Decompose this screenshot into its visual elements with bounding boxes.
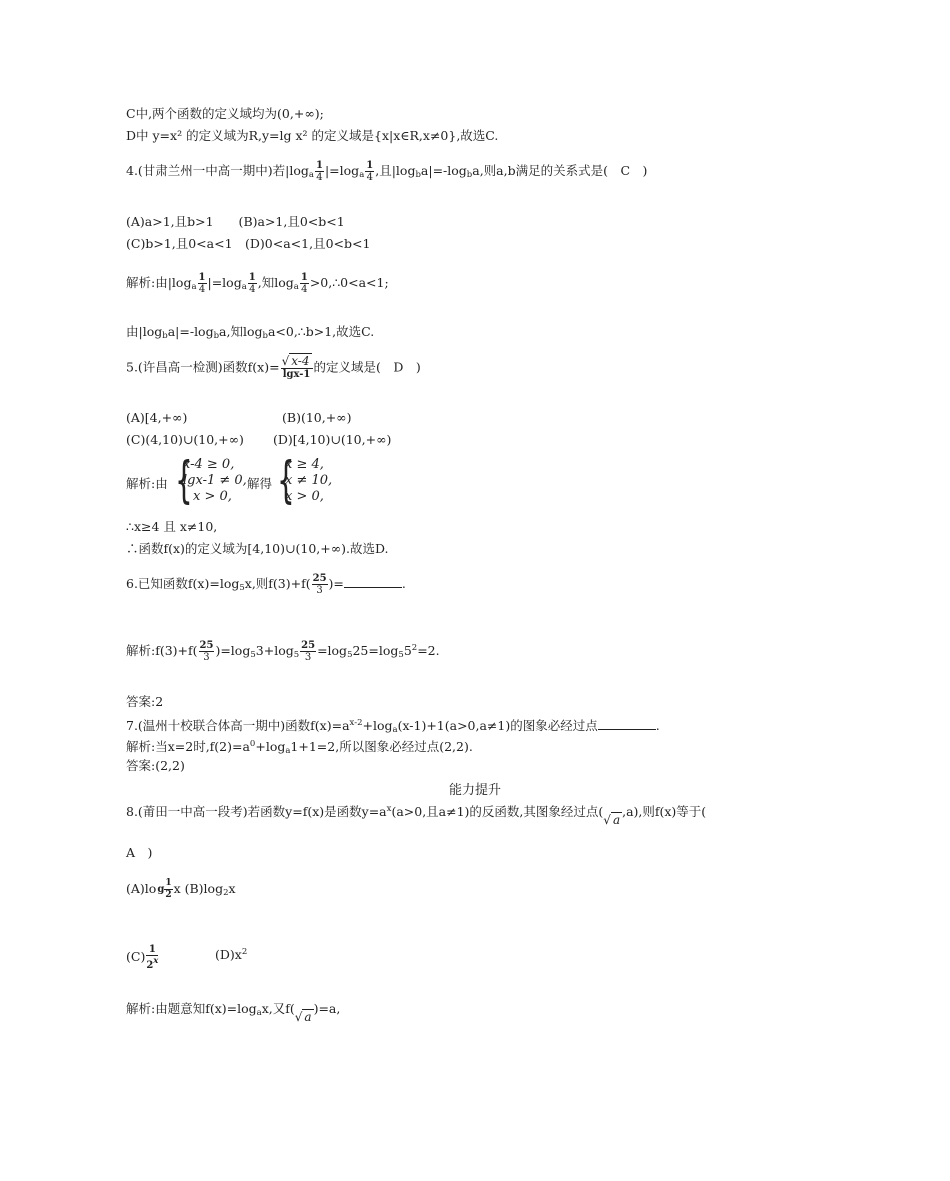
q6-text: 6.已知函数f(x)=log	[126, 576, 240, 591]
q4-sol-text: a,知log	[219, 324, 263, 339]
frac-num: 1	[300, 272, 308, 283]
brace-icon: {	[277, 451, 295, 509]
sqrt: √ a	[603, 813, 621, 827]
q8-sub: 2	[223, 888, 229, 898]
q4-sol-text: 解析:由|log	[126, 275, 192, 290]
frac-num: 1	[366, 160, 374, 171]
question-6	[126, 573, 406, 596]
q6-sol-text: 解析:f(3)+f(	[126, 643, 198, 658]
q8-text: (a>0,且a≠1)的反函数,其图象经过点(	[391, 804, 604, 819]
frac-num: 1	[198, 272, 206, 283]
text-line: ∴函数f(x)的定义域为[4,10)∪(10,+∞).故选D.	[126, 541, 389, 556]
fraction	[312, 573, 328, 596]
q4-sol-text: a|=-log	[167, 324, 214, 339]
q6-sup: 2	[411, 643, 418, 653]
q4-sol-text: >0,∴0<a<1;	[309, 275, 389, 290]
q4-solution-2	[126, 324, 374, 344]
q4-sub: b	[262, 331, 268, 341]
q4-sub: a	[241, 282, 247, 292]
q4-text: 4.(甘肃兰州一中高一期中)若|log	[126, 163, 309, 178]
q8-option-ab	[126, 878, 236, 901]
q8-solution	[126, 1001, 340, 1025]
q4-sub: b	[162, 331, 168, 341]
q4-sub: b	[466, 170, 473, 180]
system-1	[183, 457, 247, 505]
q8-sup: x	[386, 804, 392, 814]
q5-option-b: (B)(10,+∞)	[282, 410, 352, 425]
fraction	[281, 356, 313, 380]
fraction	[199, 640, 215, 663]
q8-opt-text: (D)x	[215, 947, 242, 962]
q6-solution	[126, 640, 440, 663]
q4-sub: a	[359, 170, 365, 180]
q4-sub: b	[213, 331, 220, 341]
q5-option-c: (C)(4,10)∪(10,+∞)	[126, 432, 244, 447]
q7-sol-text: 解析:当x=2时,f(2)=a	[126, 739, 250, 754]
q4-sub: a	[308, 170, 314, 180]
fraction	[300, 272, 309, 295]
question-7	[126, 715, 660, 738]
fraction	[315, 160, 324, 183]
q5-text: 的定义域是( D )	[313, 359, 421, 375]
q5-option-a: (A)[4,+∞)	[126, 410, 188, 425]
q4-text: a|=-log	[420, 163, 467, 178]
q8-sol-text: )=a,	[313, 1001, 341, 1016]
q6-sol-text: 25=log	[352, 643, 399, 658]
frac-den: 4	[301, 284, 308, 295]
text-line: D中 y=x² 的定义域为R,y=lg x² 的定义域是{x|x∈R,x≠0},故选C.	[126, 128, 499, 143]
q7-sub: a	[285, 746, 291, 756]
q5-sol-label: 解析:由	[126, 476, 168, 491]
q6-sub: 5	[239, 583, 245, 593]
q4-sub: a	[293, 282, 299, 292]
frac-num: 25	[199, 640, 214, 651]
system-2-row: x ≥ 4,	[285, 457, 324, 472]
q8-text: 8.(莆田一中高一段考)若函数y=f(x)是函数y=a	[126, 804, 387, 819]
section-heading: 能力提升	[448, 783, 501, 798]
fraction	[146, 944, 158, 971]
q6-sol-text: 3+log	[255, 643, 294, 658]
q5-text: 5.(许昌高一检测)函数f(x)=	[126, 359, 280, 375]
frac-den-sup: x	[153, 956, 159, 966]
q8-option-c	[126, 944, 159, 971]
q6-text: x,则f(3)+f(	[244, 576, 311, 591]
q5-sol-label-2: 解得	[247, 476, 273, 491]
q8-answer: A )	[126, 845, 153, 860]
text-line: C中,两个函数的定义域均为(0,+∞);	[126, 106, 324, 121]
q4-sol-text: 由|log	[126, 324, 163, 339]
frac-den: 4	[366, 172, 373, 183]
answer-blank	[598, 719, 656, 730]
frac-num: 25	[312, 573, 327, 584]
system-1-row: lgx-1 ≠ 0,	[183, 473, 247, 488]
q4-text: a,则a,b满足的关系式是( C )	[472, 163, 648, 178]
q8-sup: 2	[241, 947, 248, 957]
q7-answer: 答案:(2,2)	[126, 758, 185, 773]
fraction	[198, 272, 207, 295]
frac-num	[281, 356, 313, 369]
frac-den: 4	[316, 172, 323, 183]
q8-sub: a	[256, 1008, 262, 1018]
question-4	[126, 160, 647, 183]
q6-sol-text: =log	[317, 643, 348, 658]
q8-opt-text: x (B)log	[173, 881, 224, 896]
radicand: a	[612, 813, 621, 827]
q6-sub: 5	[347, 650, 353, 660]
q4-sol-text: |=log	[207, 275, 242, 290]
system-1-row: x > 0,	[193, 489, 232, 504]
answer-blank	[344, 577, 402, 588]
q7-text: .	[655, 718, 660, 733]
frac-inner	[164, 878, 172, 901]
q8-opt-text: x	[228, 881, 236, 896]
system-2	[285, 457, 332, 505]
fraction	[248, 272, 257, 295]
system-2-row: x ≠ 10,	[285, 473, 333, 488]
text-line: ∴x≥4 且 x≠10,	[126, 519, 218, 534]
system-1-row: x-4 ≥ 0,	[183, 457, 235, 472]
q4-sol-text: ,知log	[257, 275, 294, 290]
q7-sub: a	[392, 725, 398, 735]
fraction	[300, 640, 316, 663]
frac-den: 3	[316, 585, 323, 596]
q7-text: 7.(温州十校联合体高一期中)函数f(x)=a	[126, 718, 350, 733]
q4-option-cd: (C)b>1,且0<a<1 (D)0<a<1,且0<b<1	[126, 236, 371, 251]
question-5	[126, 356, 421, 380]
q8-option-d	[215, 944, 247, 963]
frac-den: lgx-1	[282, 369, 311, 380]
q8-opt-text: (C)	[126, 949, 146, 964]
frac-den-base: 2	[146, 960, 154, 971]
frac-den: 4	[198, 284, 206, 295]
q6-sub: 5	[293, 650, 300, 660]
q8-text: ,a),则f(x)等于(	[622, 804, 707, 819]
q4-solution	[126, 272, 389, 295]
system-2-row: x > 0,	[285, 489, 324, 504]
frac-num: 1	[146, 944, 158, 956]
q7-sol-text: 1+1=2,所以图象必经过点(2,2).	[290, 739, 473, 754]
frac-den	[146, 956, 158, 971]
frac-den: 4	[249, 284, 256, 295]
q7-text: +log	[362, 718, 393, 733]
q6-sol-text: 5	[403, 643, 412, 658]
q6-sub: 5	[398, 650, 404, 660]
q8-sol-text: x,又f(	[261, 1001, 295, 1016]
frac-num: 1	[316, 160, 323, 171]
frac-num: 1	[248, 272, 256, 283]
q4-text: |=log	[324, 163, 360, 178]
q5-option-d: (D)[4,10)∪(10,+∞)	[273, 432, 392, 447]
q7-sup: x-2	[349, 718, 363, 728]
q4-option-ab: (A)a>1,且b>1 (B)a>1,且0<b<1	[126, 214, 345, 229]
q8-sol-text: 解析:由题意知f(x)=log	[126, 1001, 257, 1016]
q6-text: .	[401, 576, 406, 591]
fraction	[365, 160, 374, 183]
q7-sup: 0	[249, 739, 256, 749]
q7-text: (x-1)+1(a>0,a≠1)的图象必经过点	[397, 718, 598, 733]
q6-sol-text: )=log	[215, 643, 251, 658]
q6-answer: 答案:2	[126, 694, 164, 709]
q4-text: ,且|log	[375, 163, 416, 178]
q4-sub: b	[415, 170, 421, 180]
q4-sol-text: a<0,∴b>1,故选C.	[267, 324, 375, 339]
frac-g: g	[157, 884, 165, 895]
question-8	[126, 801, 706, 828]
q6-sol-text: =2.	[417, 643, 440, 658]
q8-opt-text: (A)lo	[126, 881, 157, 896]
q7-sol-text: +log	[255, 739, 286, 754]
frac-den: 3	[203, 652, 210, 663]
radicand: a	[304, 1010, 312, 1024]
sqrt: √ a	[294, 1010, 312, 1024]
radicand: x-4	[291, 354, 310, 368]
sqrt: √ x-4	[281, 354, 310, 368]
brace-icon: {	[175, 451, 193, 509]
q7-solution	[126, 736, 473, 759]
q6-text: )=	[328, 576, 344, 591]
q4-sub: a	[191, 282, 197, 292]
frac-num: 25	[301, 640, 316, 651]
frac-num: 1	[165, 878, 172, 888]
q6-sub: 5	[250, 650, 256, 660]
fraction	[157, 878, 172, 901]
frac-den: 2	[165, 890, 172, 900]
frac-den: 3	[304, 652, 312, 663]
